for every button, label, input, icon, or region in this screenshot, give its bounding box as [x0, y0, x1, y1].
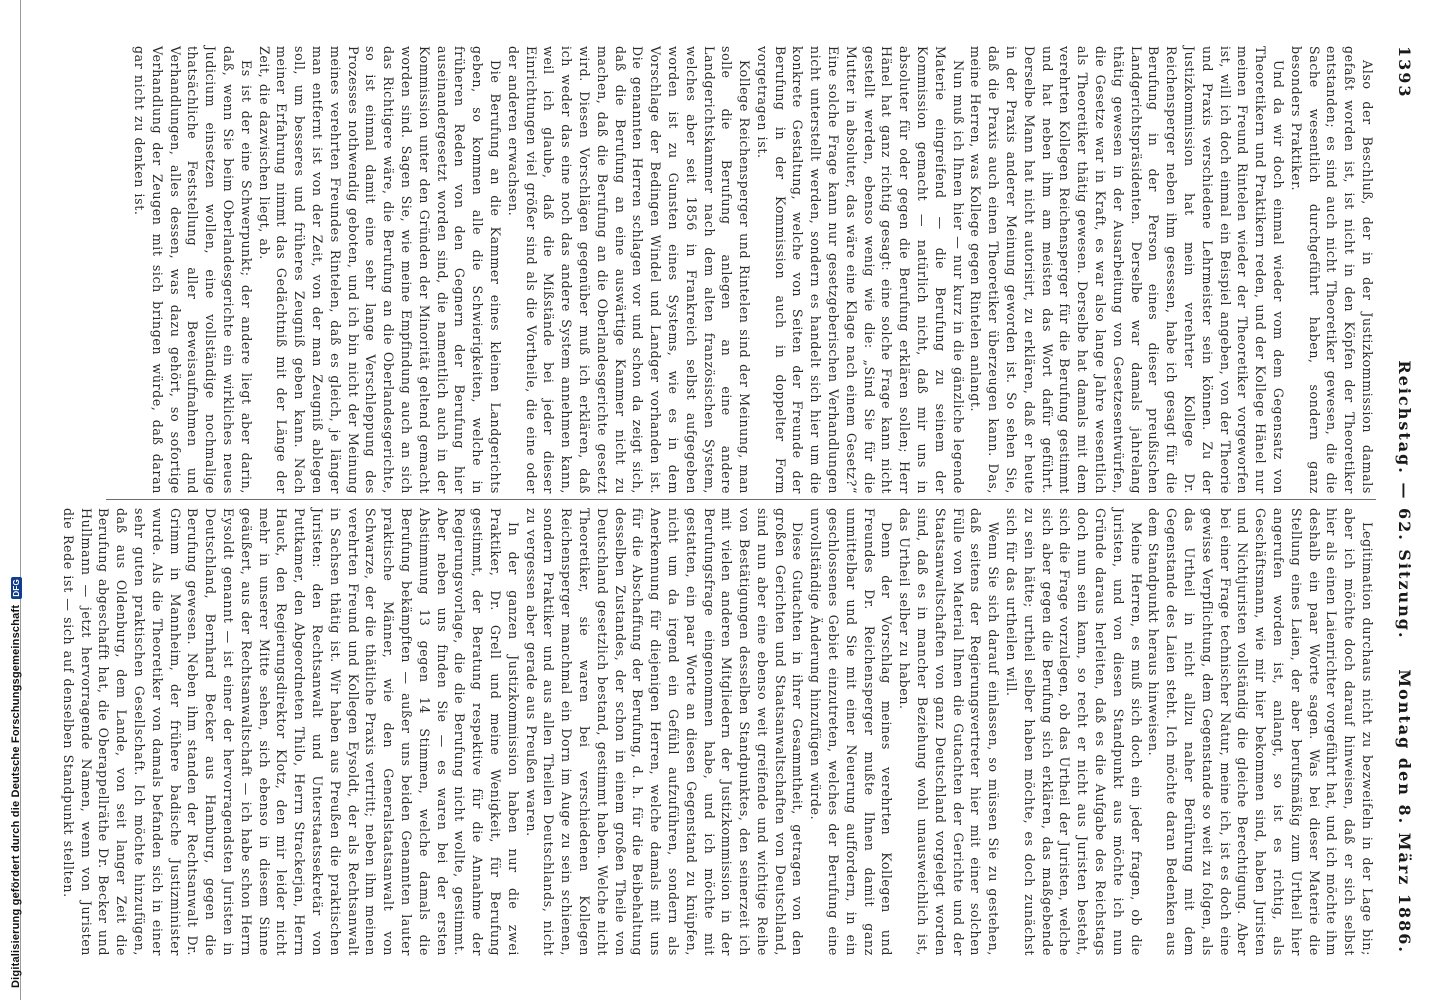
paragraph: In der ganzen Justizkommission haben nur die zwei Praktiker, Dr. Grell und meine Wenigkeit, für Berufung gestimmt, der Beratung respektive für die Annahme der Regierungsvorlage, die die Berufung nicht wollte, gestimmt. Aber neben uns finden Sie — es waren bei der ersten Abstimmung 13 gegen 14 Stimmen, welche damals die Berufung bekämpften — außer uns beiden Genannten lauter praktische Männer, wie den Generalstaatsanwalt von Schwarze, der die thätliche Praxis vertritt; neben ihm meinen verehrten Freund und Kollegen Eysoldt, der als Rechtsanwalt in Sachsen thätig ist. Wir haben aus Preußen die praktischen Juristen: den Rechtsanwalt und Unterstaatssekretär von Puttkamer, den Abgeordneten Thilo, Herrn Strackerjan, Herrn Hauck, den Regierungsdirektor Klotz, den mir leider nicht mehr in unserer Mitte sehen, sich ebenso in diesem Sinne geäußert, aus der Rechtsanwaltschaft — ich habe schon Herrn Eysoldt genannt — ist einer der hervorragendsten Juristen in Deutschland, Bernhard Becker aus Hamburg, gegen die Berufung gewesen. Neben ihm standen der Rechtsanwalt Dr. Grimm in Mannheim, der frühere badische Justizminister wurde. Als die Theoretiker von damals befanden sich in einer sehr guten praktischen Gesellschaft. Ich möchte hinzufügen, daß aus Oldenburg, dem Lande, von seit langer Zeit die Berufung abgeschafft hat, die Oberappellräthe Dr. Becker und Hullmann — jetzt hervorragende Namen, wenn von Juristen die Rede ist — sich auf denselben Standpunkt stellten.	[60, 508, 521, 956]
paragraph: Nun muß ich Ihnen hier — nur kurz in die gänzliche legende Materie eingreifend — die Berufung zu seinem der Kommission gemacht — natürlich nicht, daß mir uns in absoluter für oder gegen die Berufung erklären sollen; Herr Hänel hat ganz richtig gesagt: eine solche Frage kann nicht gestellt werden, ebenso wenig wie die: „Sind Sie für die Mutter in absoluter, das wäre eine Klage nach einem Gesetz?“ Eine solche Frage kann nur gesetzgeberischen Verhandlungen nicht unterstellt werden, sondern es handelt sich hier um die konkrete Gestaltung, welche von Seiten der Freunde der Berufung in der Kommission auch in doppelter Form vorgetragen ist.	[754, 46, 966, 494]
paragraph: Und da wir doch einmal wieder vom dem Gegensatz von Theoretikern und Praktikern reden, und der Kollege Hänel nur meinen Freund Rintelen wieder der Theoretiker vorgeworfen ist, will ich doch einmal ein Beispiel angeben, von der Theorie und Praxis verschiedene Lehrmeister sein können. Zu der Justizkommission hat mein verehrter Kollege Dr. Reichensperger neben ihm gesessen, habe ich gesagt für die Berufung in der Person eines dieser preußischen Landgerichtspräsidenten. Derselbe war damals jahrelang thätig gewesen in der Ausarbeitung von Gesetzesentwürfen, die Gesetze war in Kraft, es war also lange Jahre wesentlich als Theoretiker thätig gewesen. Derselbe hat damals mit dem verehrten Kollegen Reichensperger für die Berufung gestimmt und hat neben ihm am meisten das Wort dafür geführt. Derselbe Mann hat nicht autorisirt, zu erklären, daß er heute in der Praxis anderer Meinung geworden ist. So sehen Sie, daß die Praxis auch einen Theoretiker überzeugen kann. Das, meine Herren, was Kollege gegen Rintelen anlangt.	[968, 46, 1287, 494]
dfg-logo-icon: DFG	[11, 577, 22, 599]
scanned-page	[60, 40, 1416, 960]
digitization-sidebar	[0, 0, 21, 1000]
page-number: 1393	[1395, 46, 1414, 99]
paragraph: Also der Beschluß, der in der Justizkommission damals gefaßt worden ist, ist nicht in den Köpfen der Theoretiker entstanden; es sind auch nicht Theoretiker gewesen, die die Sache wesentlich durchgeführt haben, sondern ganz besonders Praktiker.	[1288, 46, 1375, 494]
running-head	[1390, 40, 1416, 960]
text-column-left	[106, 46, 1376, 494]
paragraph: Diese Gutachten in ihrer Gesammtheit, getragen von den großen Gerichten und Staatsanwaltschaften von Deutschland, sind nun aber eine ebenso weit greifende und wichtige Reihe von Bestätigungen desselben Standpunktes, den seinerzeit ich mit vielen anderen Mitgliedern der Justizkommission in der Berufungsfrage eingenommen habe, und ich möchte mit gestatten, ein paar Worte an diesen Gegenstand zu knüpfen, nicht um da irgend ein Gefühl aufzuführen, sondern als Anerkennung für diejenigen Herren, welche damals mit uns für die Abschaffung der Berufung, d. h. für die Beibehaltung desselben Zustandes, der schon in einem großen Theile von Deutschland gesetzlich bestand, gestimmt haben. Welche nicht Theoretiker, sie waren bei verschiedenen Kollegen Reichensperger manchmal ein Dorn im Auge zu sein schienen, sondern Praktiker und aus allen Theilen Deutschlands, nicht zu vergessen aber gerade aus Preußen waren.	[523, 508, 806, 956]
paragraph: Meine Herren, es muß sich doch ein jeder fragen, ob die Juristen, und von diesen Standpunkt aus möchte ich nun Gründe daraus herleiten, daß es die Aufgabe des Reichstags doch nun sein kann, so recht er nicht aus Juristen besteht, sich die Frage vorzulegen, ob das Urtheil der Juristen, welche sich aber gegen die Berufung sich erklären, das maßgebende zu sein hätte; urtheil selber haben möchte, es doch zunächst sich für das urtheilen will.	[1004, 508, 1144, 956]
page-title: Reichstag. — 62. Sitzung.	[1395, 360, 1414, 640]
paragraph: Es ist der eine Schwerpunkt; der andere liegt aber darin, daß, wenn Sie beim Oberlandesgerichte ein wirkliches neues Judicium einsetzen wollen, eine vollständige nochmalige thatsächliche Feststellung aller Beweisaufnahmen und Verhandlungen, alles dessen, was dazu gehört, so sofortige Verhandlung der Zeugen mit sich bringen würde, daß daran gar nicht zu denken ist.	[132, 46, 254, 494]
digitization-notice-text: Digitalisierung gefördert durch die Deutsche Forschungsgemeinschaft	[10, 604, 22, 988]
paragraph: Denn der Vorschlag meines verehrten Kollegen und Freundes Dr. Reichensperger mußte Ihnen damit ganz unmittelbar und Sie mit einer Neuerung auffordern, in ein geschlossenes Gebiet einzutreten, welches der Berufung eine unvollständige Änderung hinzufügen würde.	[808, 508, 895, 956]
paragraph: Wenn Sie sich darauf einlassen, so müssen Sie zu gestehen, daß seitens der Regierungsvertreter hier mit einer solchen Fülle von Material Ihnen die Gutachten der Gerichte und der Staatsanwaltschaften von ganz Deutschland vorgelegt worden sind, daß es in mancher Beziehung wohl unausweichlich ist, das Urtheil selber zu haben.	[897, 508, 1002, 956]
paragraph: Legitimation durchaus nicht zu bezweifeln in der Lage bin; aber ich möchte doch darauf hinweisen, daß er sich selbst hier als einen Laienrichter vorgeführt hat, und ich möchte ihm deshalb ein paar Worte sagen. Was bei dieser Materie die Stellung eines Laien, der aber berufsmäßig zum Urtheil hier angerufen worden ist, anlangt, so ist es richtig, als Geschäftsmann, wie mir hier bekommen sind, haben Juristen und Nichtjuristen vollständig die gleiche Berechtigung. Aber bei einer Frage technischer Natur, meine ich, ist es doch eine gewisse Verpflichtung, dem Gegenstande so weit zu folgen, als das Urtheil in nicht allzu naher Berührung mit dem Gegenstande des Laien steht. Ich möchte daran Bedenken aus dem Standpunkt heraus hinweisen.	[1146, 508, 1375, 956]
session-date: Montag den 8. März 1886.	[1395, 669, 1414, 954]
text-column-right	[60, 508, 1376, 956]
paragraph: Die Berufung an die Kammer eines kleinen Landgerichts geben, so kommen alle die Schwierigkeiten, welche in früheren Reden von den Gegnern der Berufung hier auseinandergesetzt worden sind, die namentlich auch in der Kommission unter den Gründen der Minorität geltend gemacht worden sind. Sagen Sie, wie meine Empfindung auch an sich das Richtigere wäre, die Berufung an die Oberlandesgerichte, so ist einmal damit eine sehr lange Verschleppung des Prozesses nothwendig geboten, und ich bin nicht der Meinung meines verehrten Freundes Rintelen, daß es gleich, je länger man entfernt ist von der Zeit, von der man Zeugniß ablegen soll, um besseres und früheres Zeugniß geben kann. Nach meiner Erfahrung nimmt das Gedächtniß mit der Länge der Zeit, die dazwischen liegt, ab.	[256, 46, 503, 494]
paragraph: Kollege Reichensperger und Rintelen sind der Meinung, man solle die Berufung anlegen an eine andere Landgerichtskammer nach dem alten französischen System, welches aber seit 1856 in Frankreich selbst aufgegeben worden ist zu Gunsten eines Systems, wie es in dem Vorschlage der Bedingen Windel und Landger vorhanden ist. Die genannten Herren schlagen vor und schon da zeigt sich, daß die Berufung an eine auswärtige Kammer nicht zu machen, daß die Berufung an die Oberlandesgerichte gesetzt wird. Diesen Vorschlägen gegenüber muß ich erklären, daß ich weder das eine noch das andere System annehmen kann, weil ich glaube, daß die Mißstände bei jeder dieser Einrichtungen viel größer sind als die Vortheile, die eine oder der anderen erwachsen.	[505, 46, 753, 494]
column-divider	[106, 499, 1376, 500]
digitization-notice	[10, 577, 22, 988]
